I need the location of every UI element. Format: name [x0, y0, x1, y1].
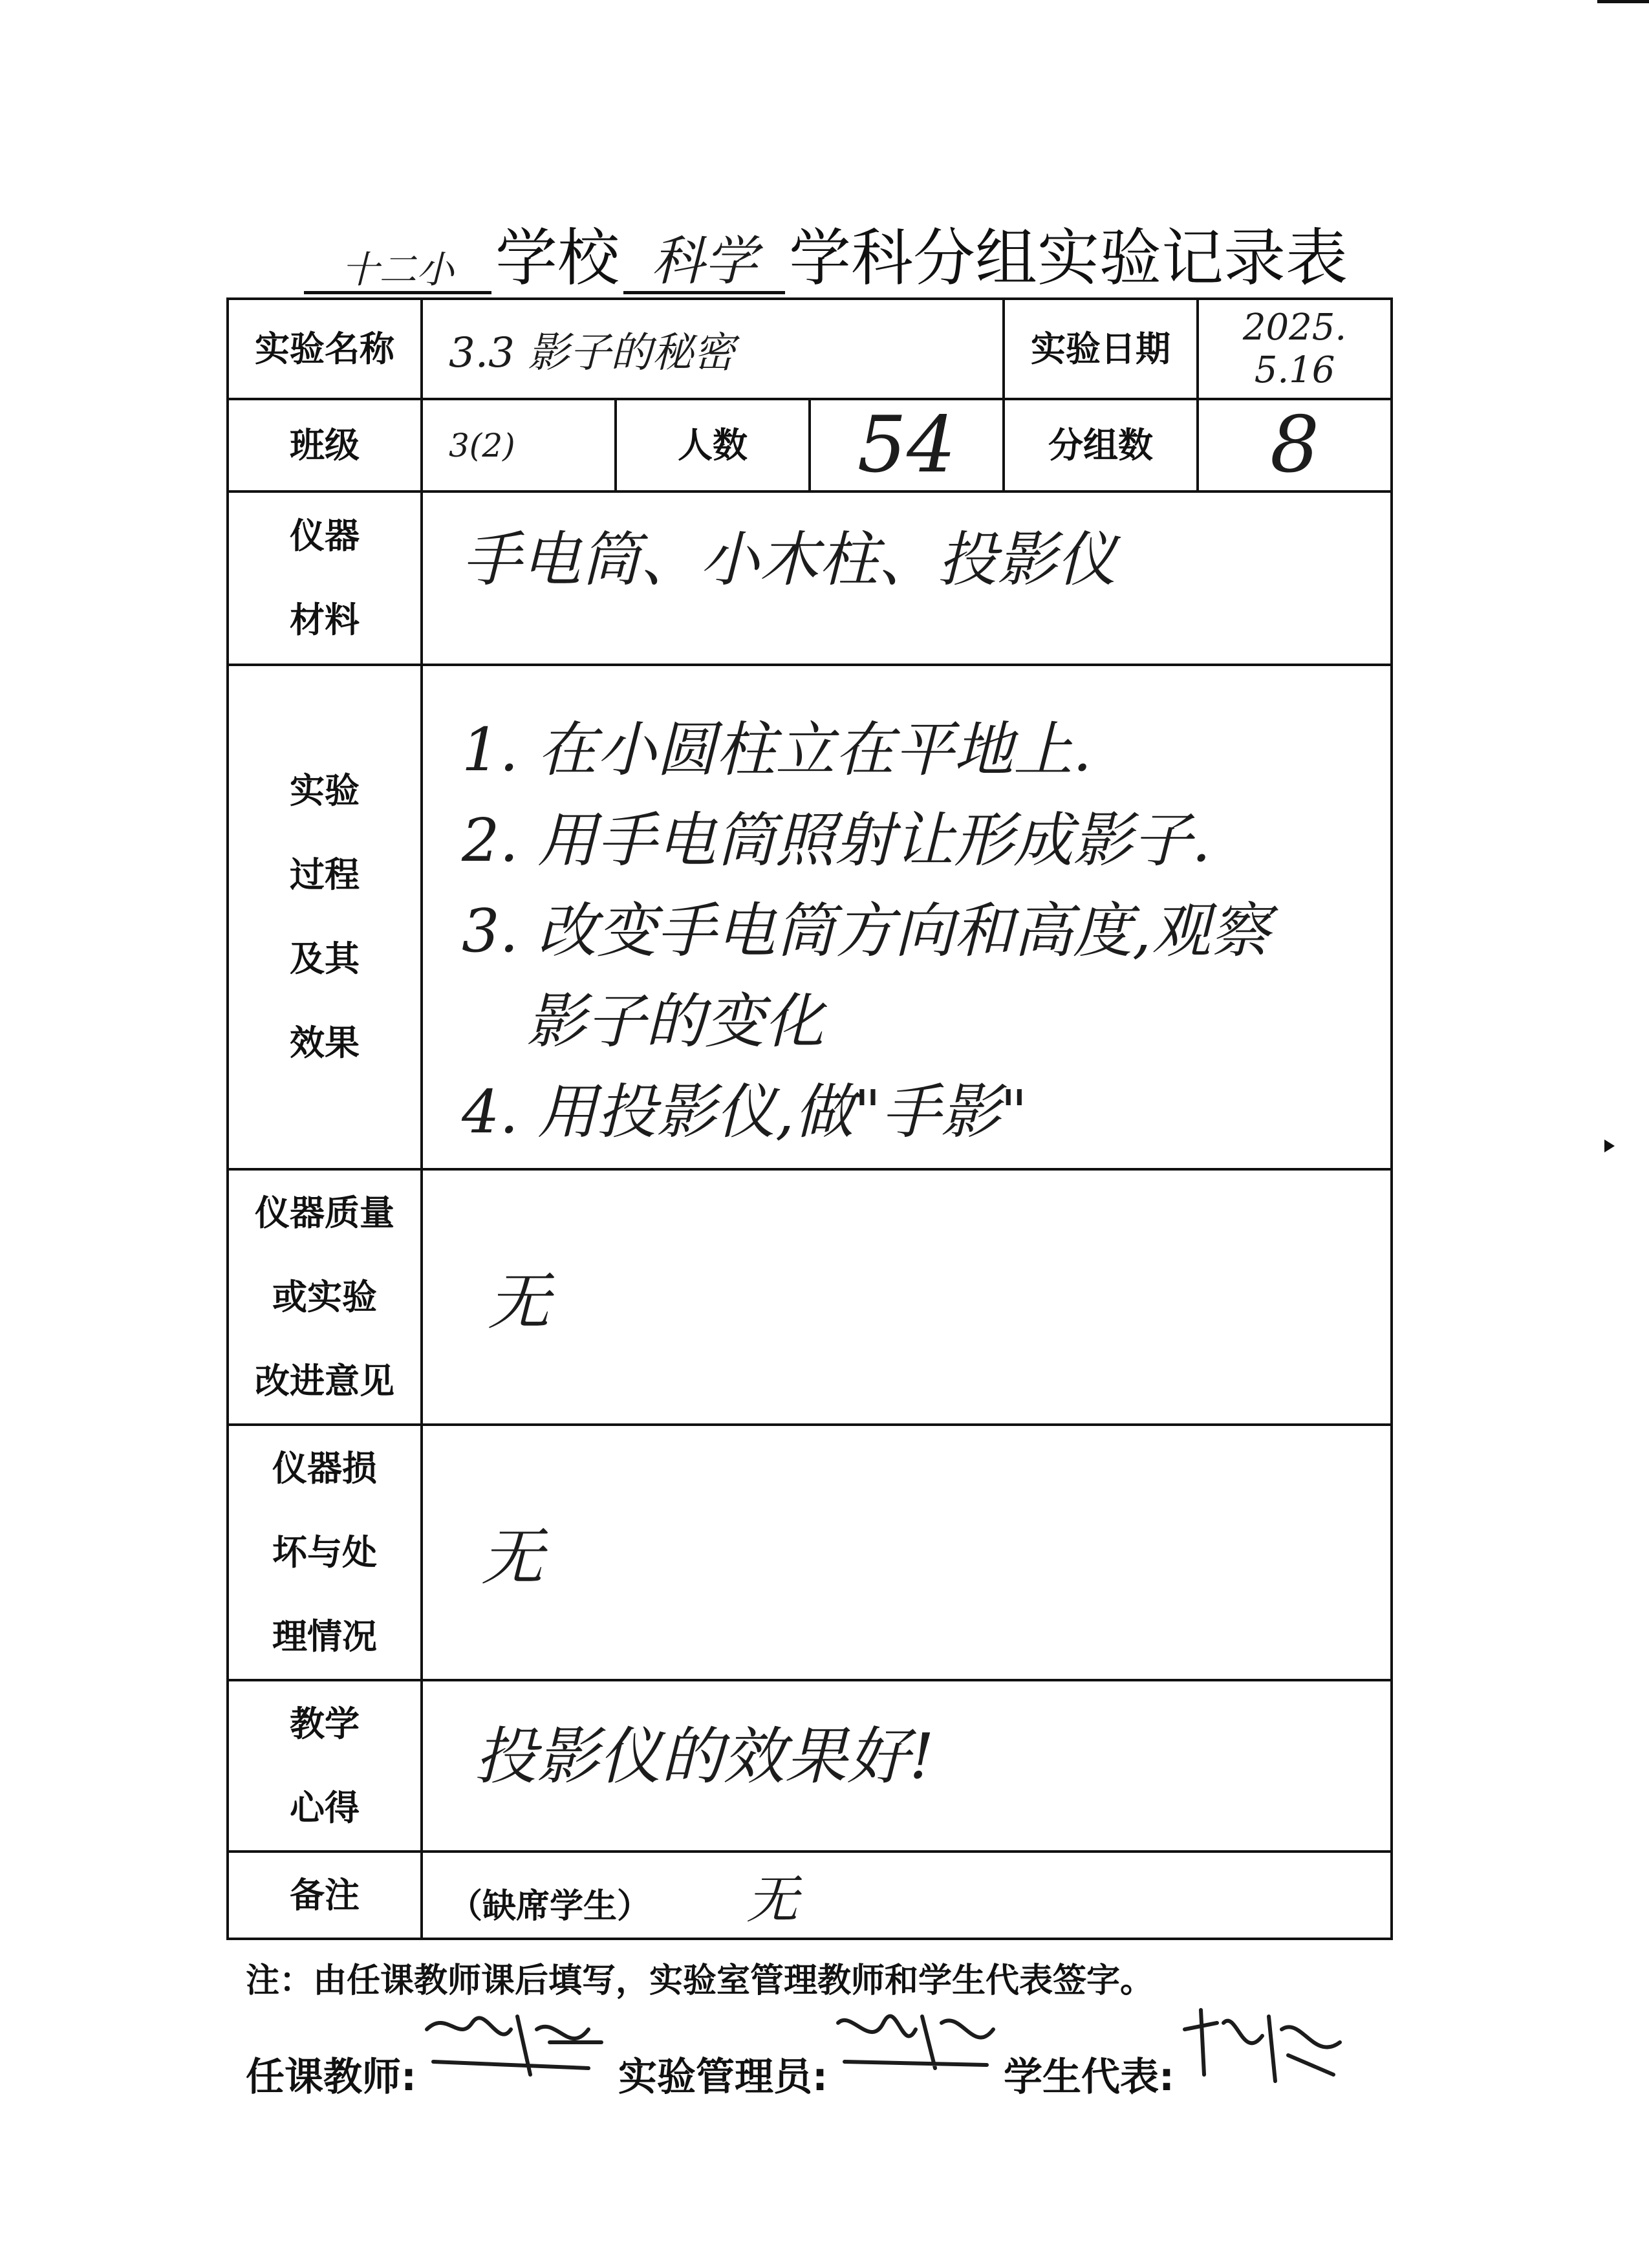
teacher-label: 任课教师: [246, 2055, 416, 2100]
materials-label-line2: 材料 [290, 599, 360, 640]
groups-label: 分组数 [1004, 399, 1198, 491]
row-materials [228, 491, 1392, 665]
damage-label [228, 1425, 422, 1680]
form-title [304, 210, 1352, 294]
admin-signature-scribble [832, 2003, 1000, 2088]
process-step-3: 3. 改变手电筒方向和高度,观察 [462, 896, 1271, 966]
row-quality [228, 1169, 1392, 1425]
remarks-prefix: （缺席学生） [449, 1887, 651, 1926]
materials-label-line1: 仪器 [290, 515, 360, 556]
reflection-label-line2: 心得 [290, 1787, 360, 1828]
row-experiment-name [228, 299, 1392, 399]
quality-label-line2: 或实验 [272, 1276, 377, 1317]
row-remarks [228, 1852, 1392, 1939]
teacher-signature [420, 2003, 614, 2102]
row-damage [228, 1425, 1392, 1680]
margin-arrow-icon [1604, 1139, 1615, 1152]
remarks-value: 无 [746, 1870, 799, 1930]
materials-value: 手电筒、小木柱、投影仪 [422, 491, 1392, 665]
process-label-line3: 及其 [290, 938, 360, 979]
experiment-date-value [1198, 299, 1392, 399]
groups-value: 8 [1198, 399, 1392, 491]
reflection-label-line1: 教学 [290, 1703, 360, 1744]
process-label [228, 665, 422, 1169]
experiment-name-label: 实验名称 [228, 299, 422, 399]
quality-label-line1: 仪器质量 [255, 1192, 394, 1233]
process-step-3-cont: 影子的变化 [526, 987, 824, 1056]
damage-label-line3: 理情况 [272, 1615, 377, 1657]
experiment-date-line2: 5.16 [1254, 349, 1335, 391]
title-school-suffix: 学校 [495, 222, 620, 294]
process-label-line2: 过程 [290, 854, 360, 895]
class-label: 班级 [228, 399, 422, 491]
quality-value: 无 [422, 1169, 1392, 1425]
admin-label: 实验管理员: [618, 2055, 828, 2100]
page-corner-mark [1597, 0, 1649, 12]
remarks-cell [422, 1852, 1392, 1939]
student-label: 学生代表: [1004, 2055, 1174, 2100]
reflection-value: 投影仪的效果好! [422, 1680, 1392, 1852]
title-suffix: 学科分组实验记录表 [789, 222, 1348, 294]
row-class-info [228, 399, 1392, 491]
signature-line [246, 2011, 1350, 2102]
damage-value: 无 [422, 1425, 1392, 1680]
process-steps [422, 665, 1392, 1169]
damage-label-line1: 仪器损 [272, 1447, 377, 1489]
row-process [228, 665, 1392, 1169]
process-label-line1: 实验 [290, 770, 360, 811]
process-step-4: 4. 用投影仪,做"手影" [462, 1077, 1028, 1147]
record-form-table [226, 297, 1390, 1931]
row-reflection [228, 1680, 1392, 1852]
people-label: 人数 [616, 399, 810, 491]
quality-label-line3: 改进意见 [255, 1360, 394, 1401]
student-signature-scribble [1178, 2003, 1346, 2088]
experiment-date-label: 实验日期 [1004, 299, 1198, 399]
quality-label [228, 1169, 422, 1425]
school-name-field: 十二小 [304, 251, 491, 294]
class-value: 3(2) [422, 399, 616, 491]
people-value: 54 [810, 399, 1004, 491]
experiment-name-value: 3.3 影子的秘密 [422, 299, 1004, 399]
process-step-1: 1. 在小圆柱立在平地上. [462, 715, 1092, 784]
process-step-2: 2. 用手电筒照射让形成影子. [462, 806, 1211, 875]
materials-label [228, 491, 422, 665]
student-signature [1178, 2003, 1346, 2102]
experiment-date-line1: 2025. [1242, 306, 1347, 349]
footnote: 注：由任课教师课后填写，实验室管理教师和学生代表签字。 [246, 1961, 1154, 2000]
process-label-line4: 效果 [290, 1022, 360, 1063]
admin-signature [832, 2003, 1000, 2102]
remarks-label: 备注 [228, 1852, 422, 1939]
teacher-signature-scribble [420, 2003, 614, 2088]
damage-label-line2: 坏与处 [272, 1531, 377, 1573]
reflection-label [228, 1680, 422, 1852]
subject-field: 科学 [623, 235, 785, 294]
